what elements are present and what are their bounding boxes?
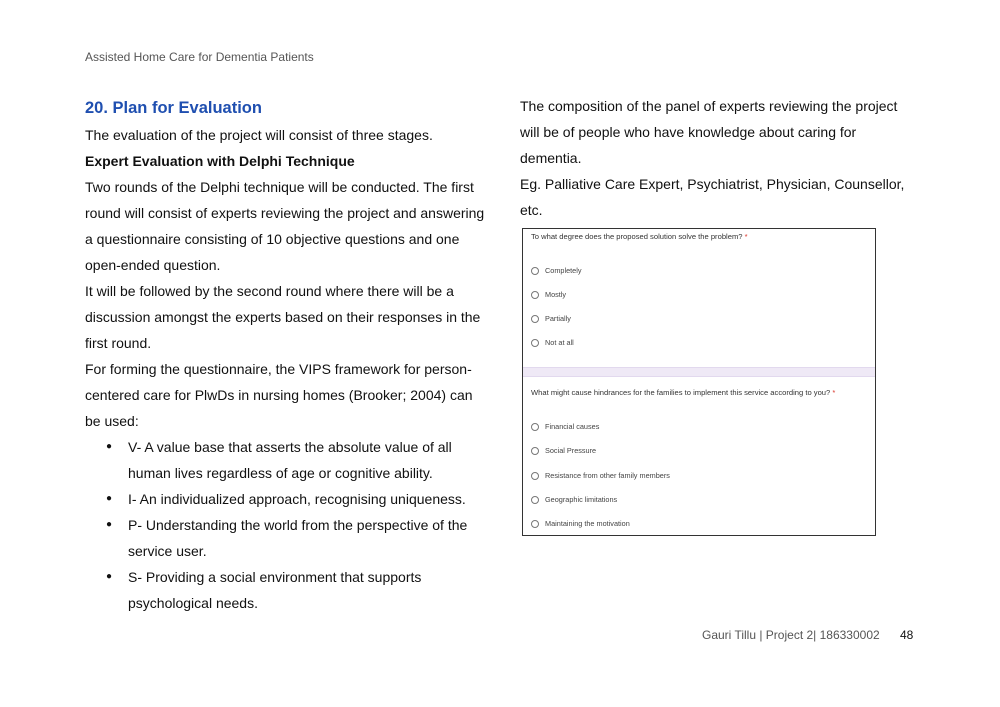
right-column — [520, 93, 910, 223]
radio-icon — [531, 339, 539, 347]
section-title: 20. Plan for Evaluation — [85, 99, 262, 117]
radio-icon — [531, 315, 539, 323]
option-label: Financial causes — [545, 422, 600, 431]
delphi-paragraph: Two rounds of the Delphi technique will be conducted. The first round will consist of experts reviewing the project and answering a questionnaire consisting of 10 objective questions and one open-ended question. — [85, 179, 485, 273]
radio-icon — [531, 291, 539, 299]
question-divider — [523, 367, 875, 377]
vips-item-v: ● V- A value base that asserts the absolute value of all human lives regardless of age or cognitive ability. — [85, 434, 485, 486]
option-label: Not at all — [545, 338, 574, 347]
vips-item-i: ● I- An individualized approach, recognising uniqueness. — [85, 486, 485, 512]
q2-option-geographic[interactable] — [531, 495, 617, 504]
question-1-title — [531, 232, 748, 241]
radio-icon — [531, 423, 539, 431]
option-label: Geographic limitations — [545, 495, 618, 504]
radio-icon — [531, 520, 539, 528]
option-label: Resistance from other family members — [545, 471, 670, 480]
intro-paragraph: The evaluation of the project will consist of three stages. — [85, 127, 433, 143]
option-label: Maintaining the motivation — [545, 519, 630, 528]
required-marker: * — [832, 388, 836, 397]
subheading: Expert Evaluation with Delphi Technique — [85, 153, 355, 169]
q1-option-mostly[interactable] — [531, 290, 566, 299]
panel-examples-paragraph: Eg. Palliative Care Expert, Psychiatrist, Physician, Counsellor, etc. — [520, 176, 905, 218]
q2-option-motivation[interactable] — [531, 519, 630, 528]
question-1-text: To what degree does the proposed solution solve the problem? — [531, 232, 743, 241]
q2-option-social-pressure[interactable] — [531, 446, 596, 455]
q1-option-partially[interactable] — [531, 314, 571, 323]
q1-option-completely[interactable] — [531, 266, 582, 275]
radio-icon — [531, 472, 539, 480]
left-column — [85, 96, 485, 616]
panel-composition-paragraph: The composition of the panel of experts reviewing the project will be of people who have knowledge about caring for dementia. — [520, 98, 898, 166]
running-header: Assisted Home Care for Dementia Patients — [85, 50, 314, 64]
page-number: 48 — [900, 628, 914, 642]
vips-item-s: ● S- Providing a social environment that supports psychological needs. — [85, 564, 485, 616]
option-label: Partially — [545, 314, 571, 323]
radio-icon — [531, 447, 539, 455]
footer-author-info: Gauri Tillu | Project 2| 186330002 — [702, 628, 880, 642]
vips-list — [85, 434, 485, 616]
question-2-title — [531, 388, 835, 397]
vips-intro-paragraph: For forming the questionnaire, the VIPS framework for person-centered care for PlwDs in nursing homes (Brooker; 2004) can be used: — [85, 361, 473, 429]
radio-icon — [531, 496, 539, 504]
q1-option-not-at-all[interactable] — [531, 338, 574, 347]
option-label: Social Pressure — [545, 446, 597, 455]
radio-icon — [531, 267, 539, 275]
question-2-text: What might cause hindrances for the families to implement this service according to you? — [531, 388, 831, 397]
second-round-paragraph: It will be followed by the second round where there will be a discussion amongst the experts based on their responses in the first round. — [85, 283, 481, 351]
q2-option-financial[interactable] — [531, 422, 599, 431]
vips-item-p: ● P- Understanding the world from the perspective of the service user. — [85, 512, 485, 564]
questionnaire-screenshot — [522, 228, 876, 536]
q2-option-resistance[interactable] — [531, 471, 670, 480]
option-label: Completely — [545, 266, 582, 275]
option-label: Mostly — [545, 290, 567, 299]
required-marker: * — [744, 232, 748, 241]
